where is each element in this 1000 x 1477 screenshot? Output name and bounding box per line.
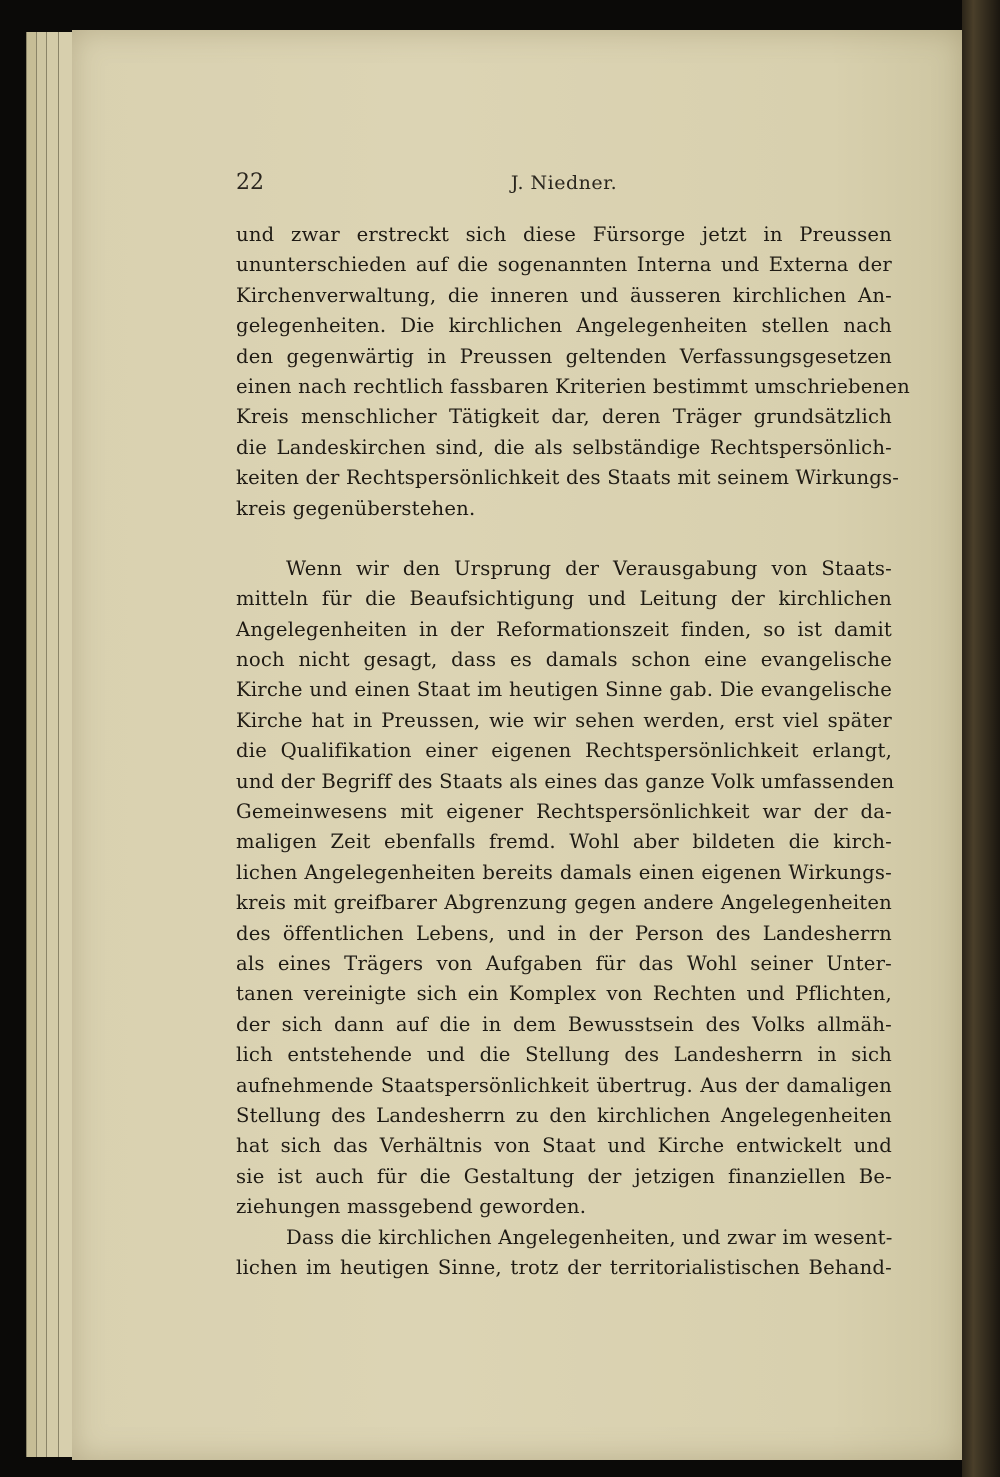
running-head: J. Niedner.	[510, 172, 618, 194]
page-header	[236, 170, 892, 200]
text-line: sie ist auch für die Gestaltung der jetzigen finanziellen Be-	[236, 1164, 892, 1188]
text-line: Gemeinwesens mit eigener Rechtspersönlichkeit war der da-	[236, 800, 892, 824]
text-line: und zwar erstreckt sich diese Fürsorge jetzt in Preussen	[236, 223, 892, 246]
text-line: Kirche hat in Preussen, wie wir sehen werden, erst viel später	[236, 708, 892, 732]
text-line: Kreis menschlicher Tätigkeit dar, deren Träger grundsätzlich	[236, 405, 892, 429]
text-line: der sich dann auf die in dem Bewusstsein des Volks allmäh-	[236, 1012, 892, 1036]
text-line: Dass die kirchlichen Angelegenheiten, und zwar im wesent-	[286, 1225, 893, 1249]
text-line: keiten der Rechtspersönlichkeit des Staats mit seinem Wirkungs-	[236, 466, 900, 490]
text-line: die Landeskirchen sind, die als selbständige Rechtspersönlich-	[236, 435, 892, 459]
book-binding	[962, 0, 1000, 1477]
text-line: ziehungen massgebend geworden.	[236, 1195, 587, 1219]
text-line: tanen vereinigte sich ein Komplex von Rechten und Pflichten,	[236, 982, 892, 1006]
text-line: gelegenheiten. Die kirchlichen Angelegenheiten stellen nach	[236, 314, 892, 338]
text-line: kreis mit greifbarer Abgrenzung gegen andere Angelegenheiten	[236, 891, 892, 915]
text-line: Angelegenheiten in der Reformationszeit finden, so ist damit	[236, 617, 892, 641]
text-line: hat sich das Verhältnis von Staat und Kirche entwickelt und	[236, 1134, 892, 1158]
text-line: des öffentlichen Lebens, und in der Person des Landesherrn	[236, 921, 892, 945]
page-number: 22	[236, 170, 264, 195]
text-line: einen nach rechtlich fassbaren Kriterien bestimmt umschriebenen	[236, 374, 910, 398]
text-line: Wenn wir den Ursprung der Verausgabung von Staats-	[286, 556, 892, 580]
text-line: maligen Zeit ebenfalls fremd. Wohl aber bildeten die kirch-	[236, 830, 892, 854]
text-line: lich entstehende und die Stellung des Landesherrn in sich	[236, 1043, 892, 1067]
text-line: den gegenwärtig in Preussen geltenden Verfassungsgesetzen	[236, 344, 892, 368]
text-line: Kirchenverwaltung, die inneren und äusseren kirchlichen An-	[236, 283, 892, 307]
text-line: Kirche und einen Staat im heutigen Sinne gab. Die evangelische	[236, 678, 892, 702]
paragraph-gap	[236, 524, 892, 554]
text-line: Stellung des Landesherrn zu den kirchlichen Angelegenheiten	[236, 1103, 892, 1127]
body-text	[236, 220, 910, 1283]
text-line: ununterschieden auf die sogenannten Interna und Externa der	[236, 253, 892, 277]
text-line: als eines Trägers von Aufgaben für das Wohl seiner Unter-	[236, 951, 892, 975]
text-line: noch nicht gesagt, dass es damals schon eine evangelische	[236, 648, 892, 672]
text-line: mitteln für die Beaufsichtigung und Leitung der kirchlichen	[236, 587, 892, 611]
text-line: kreis gegenüberstehen.	[236, 496, 476, 520]
text-line: und der Begriff des Staats als eines das ganze Volk umfassenden	[236, 769, 895, 793]
text-line: die Qualifikation einer eigenen Rechtspersönlichkeit erlangt,	[236, 739, 892, 763]
text-line: aufnehmende Staatspersönlichkeit übertrug. Aus der damaligen	[236, 1073, 892, 1097]
text-line: lichen im heutigen Sinne, trotz der territorialistischen Behand-	[236, 1255, 892, 1279]
text-line: lichen Angelegenheiten bereits damals einen eigenen Wirkungs-	[236, 860, 892, 884]
